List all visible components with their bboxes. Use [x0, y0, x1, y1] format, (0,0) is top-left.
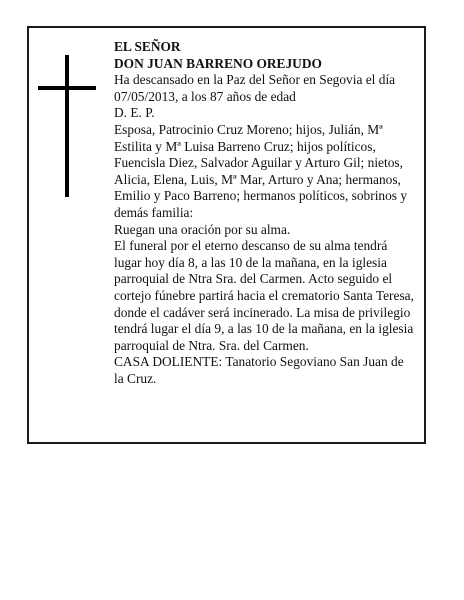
family-list: Esposa, Patrocinio Cruz Moreno; hijos, Julián, Mª Estilita y Mª Luisa Barreno Cruz; hijos políticos, Fuencisla Diez, Salvador Aguilar y Arturo Gil; nietos, Alicia, Elena, Luis, Mª Mar, Arturo y Ana; hermanos, Emilio y Paco Barreno; hermanos políticos, sobrinos y demás familia: [114, 121, 408, 220]
prayer-request: Ruegan una oración por su alma. [114, 221, 291, 237]
casa-doliente: CASA DOLIENTE: Tanatorio Segoviano San Juan de la Cruz. [114, 354, 404, 386]
cross-horizontal-bar [38, 86, 96, 90]
announcement: Ha descansado en la Paz del Señor en Segovia el día 07/05/2013, a los 87 años de edad [114, 72, 396, 104]
obituary-text [114, 39, 416, 387]
funeral-details: El funeral por el eterno descanso de su alma tendrá lugar hoy día 8, a las 10 de la mañana, en la iglesia parroquial de Ntra Sra. del Carmen. Acto seguido el cortejo fúnebre partirá hacia el crematorio Santa Teresa, donde el cadáver será incinerado. La misa de privilegio tendrá lugar el día 9, a las 10 de la mañana, en la iglesia parroquial de Ntra. Sra. del Carmen. [114, 238, 414, 353]
dep-line: D. E. P. [114, 105, 155, 121]
deceased-name: DON JUAN BARRENO OREJUDO [114, 55, 322, 71]
cross-vertical-bar [65, 55, 69, 197]
heading-title: EL SEÑOR [114, 39, 181, 54]
